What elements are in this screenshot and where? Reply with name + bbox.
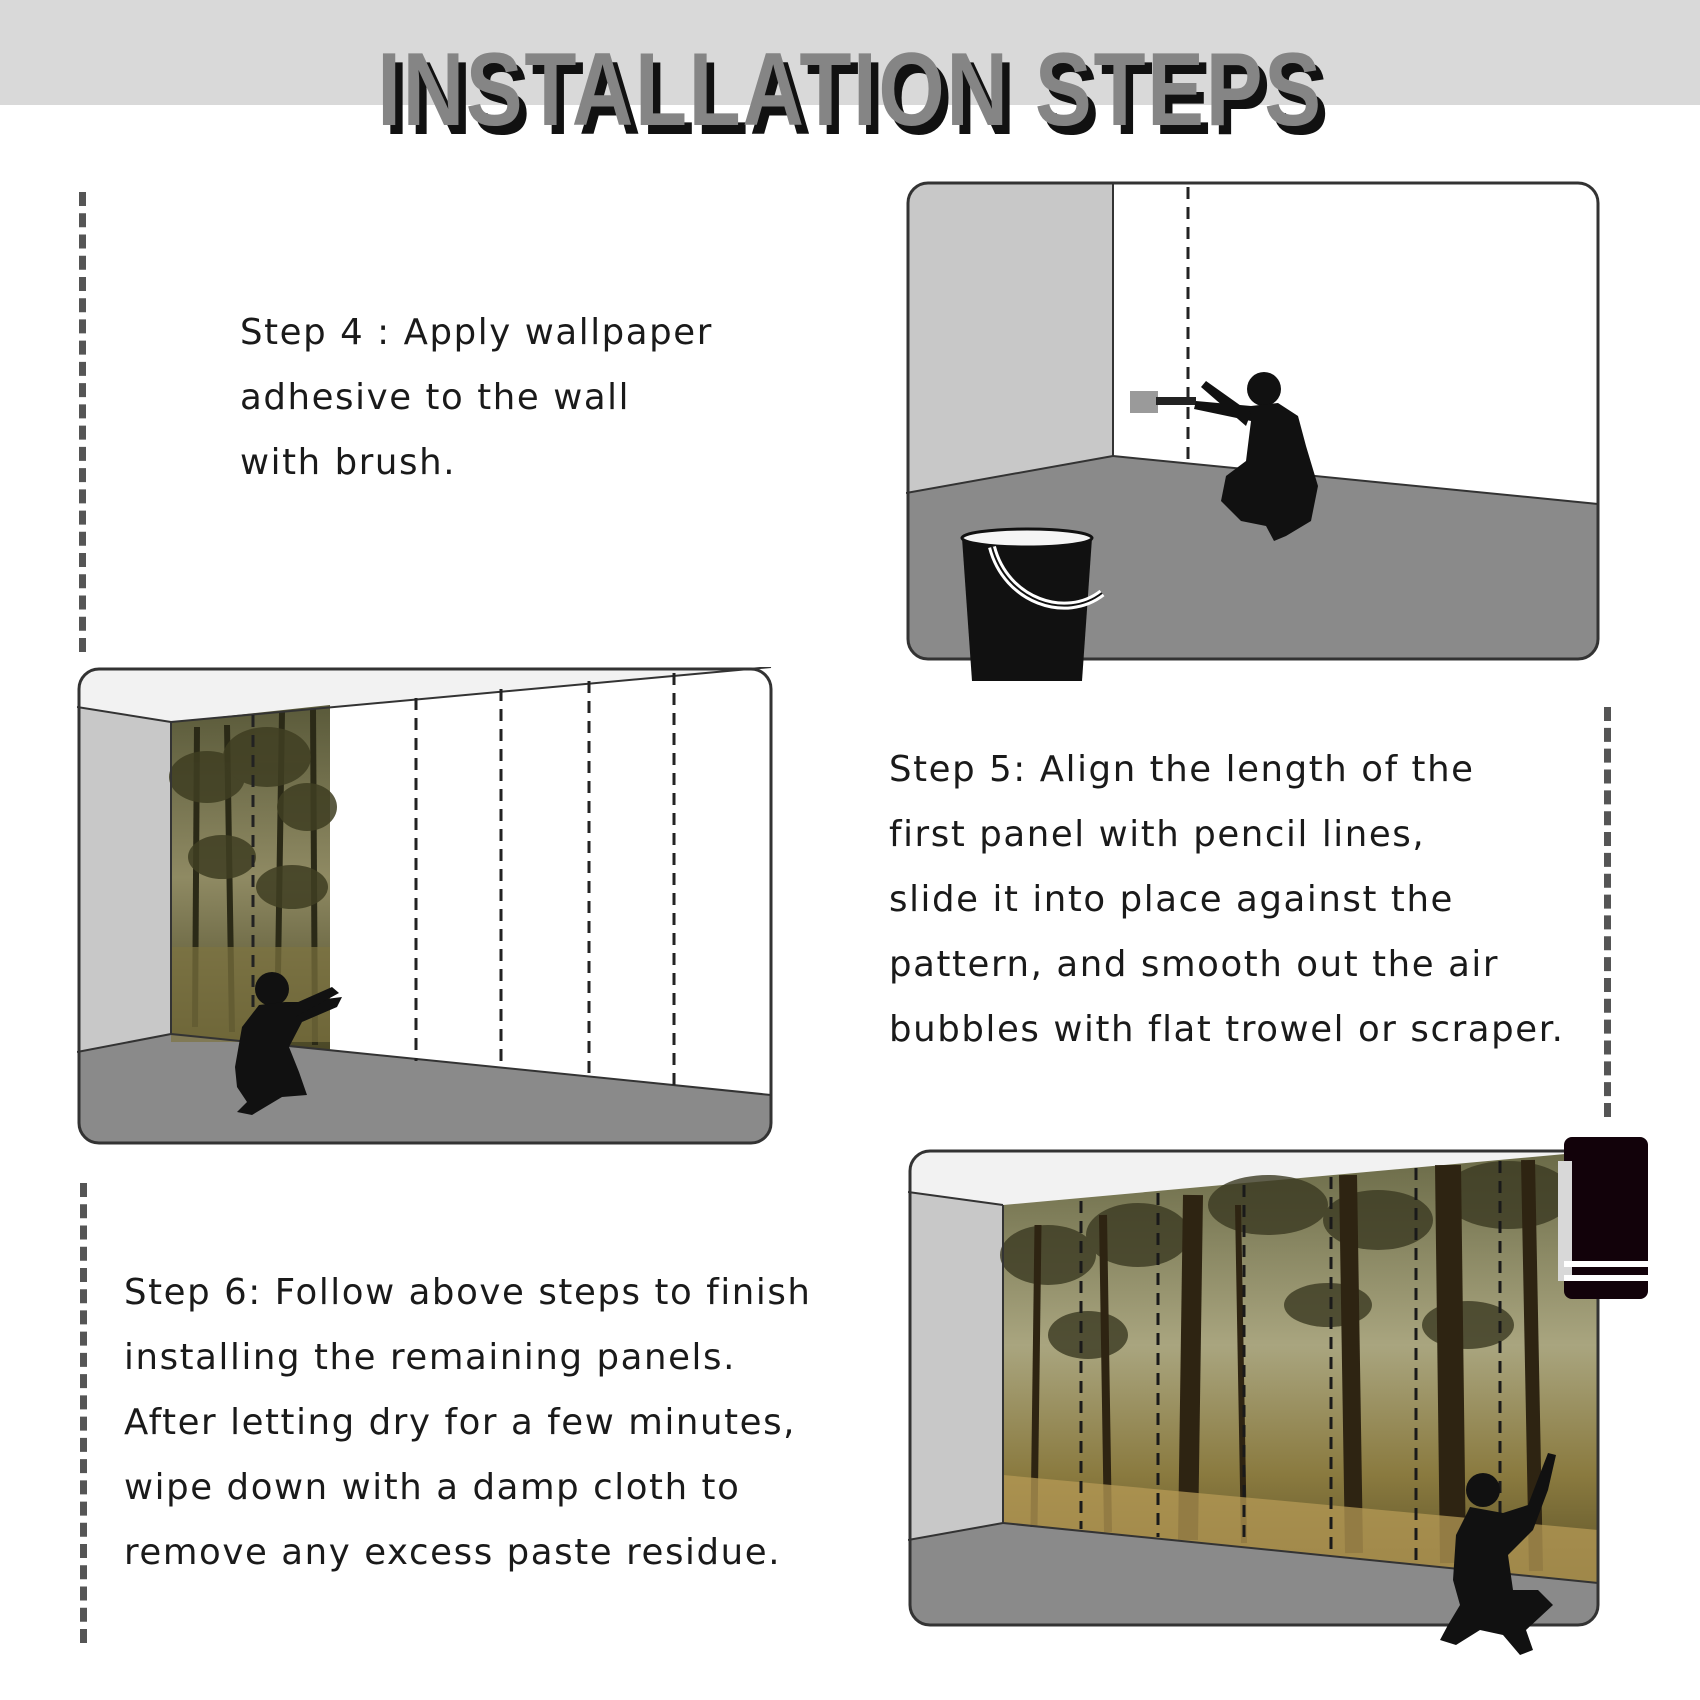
step-5-illustration <box>77 667 777 1147</box>
dashed-guide-left-top <box>79 192 86 652</box>
towel-icon <box>1558 1137 1648 1299</box>
dashed-guide-left-bottom <box>80 1183 87 1643</box>
step-4-illustration <box>906 181 1606 691</box>
bucket-icon <box>962 529 1102 681</box>
page-title: INSTALLATION STEPS <box>377 32 1323 148</box>
step-5-text: Step 5: Align the length of the first panel with pencil lines, slide it into place against the pattern, and smooth out the air bubbles with flat trowel or scraper. <box>889 749 1565 1050</box>
step-6-text: Step 6: Follow above steps to finish installing the remaining panels. After letting dry for a few minutes, wipe down with a damp cloth to remove any excess paste residue. <box>124 1272 812 1573</box>
step-4-text: Step 4 : Apply wallpaper adhesive to the wall with brush. <box>240 312 713 483</box>
step-6-illustration <box>908 1135 1660 1685</box>
